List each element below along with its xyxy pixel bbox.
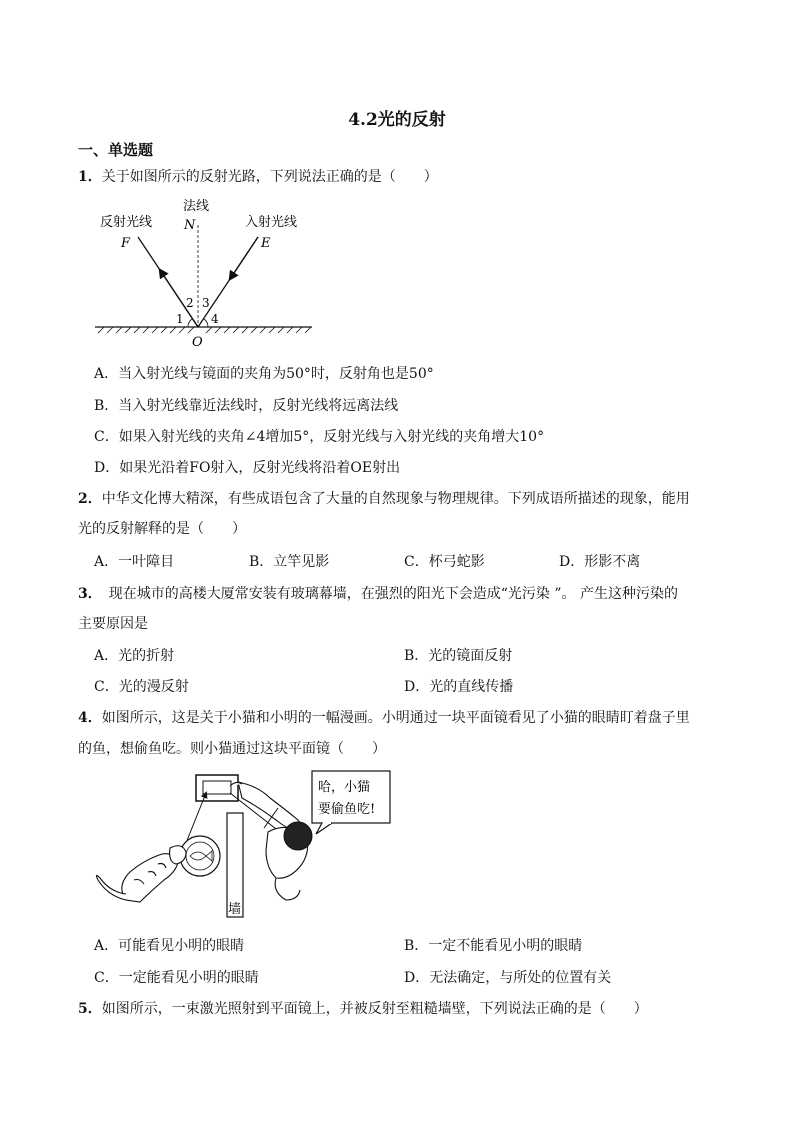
question-1-stem (78, 166, 438, 186)
q3-option-b: B．光的镜面反射 (404, 648, 513, 664)
q1-option-b: B．当入射光线靠近法线时，反射光线将远离法线 (94, 398, 399, 414)
point-O-label: O (192, 335, 203, 350)
q4-option-b: B．一定不能看见小明的眼睛 (404, 938, 583, 954)
incident-ray-label: 入射光线 (245, 215, 298, 230)
q1-option-a: A．当入射光线与镜面的夹角为50°时，反射角也是50° (94, 366, 434, 382)
speech-line-1: 哈，小猫 (318, 780, 371, 795)
wall-label: 墙 (228, 902, 242, 917)
question-number: 1． (78, 169, 102, 185)
angle-3-label: 3 (202, 296, 210, 310)
question-text: 如图所示，这是关于小猫和小明的一幅漫画。小明通过一块平面镜看见了小猫的眼睛盯着盘子里 (101, 710, 690, 726)
question-text: 关于如图所示的反射光路，下列说法正确的是（ ） (101, 169, 438, 185)
mirror-hatching (98, 327, 311, 333)
q2-option-a: A．一叶障目 (94, 554, 175, 570)
normal-label: 法线 (183, 199, 210, 214)
question-number: 4． (78, 710, 102, 726)
q1-option-d: D．如果光沿着FO射入，反射光线将沿着OE射出 (94, 460, 401, 476)
cat-mirror-cartoon (90, 768, 400, 923)
cat (96, 846, 186, 902)
point-N-label: N (184, 218, 196, 233)
q2-option-d: D．形影不离 (559, 554, 641, 570)
point-F-label: F (121, 236, 131, 251)
angle-1-label: 1 (176, 312, 184, 326)
q4-option-d: D．无法确定，与所处的位置有关 (404, 970, 612, 986)
question-5-stem (78, 998, 648, 1018)
q3-option-a: A．光的折射 (94, 648, 175, 664)
question-2-line2: 光的反射解释的是（ ） (78, 521, 246, 537)
question-3-line2: 主要原因是 (78, 616, 148, 632)
question-4-line1 (78, 707, 690, 727)
question-text: 如图所示，一束激光照射到平面镜上，并被反射至粗糙墙壁，下列说法正确的是（ ） (101, 1001, 648, 1017)
question-3-line1 (78, 583, 678, 603)
reflected-ray-label: 反射光线 (100, 215, 153, 230)
q3-option-d: D．光的直线传播 (404, 679, 514, 695)
question-number: 5． (78, 1001, 102, 1017)
reflection-diagram (90, 195, 320, 350)
question-number: 2． (78, 491, 102, 507)
question-text: 中华文化博大精深，有些成语包含了大量的自然现象与物理规律。下列成语所描述的现象，能用 (101, 491, 690, 507)
question-4-line2: 的鱼，想偷鱼吃。则小猫通过这块平面镜（ ） (78, 741, 386, 757)
question-text: 现在城市的高楼大厦常安装有玻璃幕墙，在强烈的阳光下会造成“光污染 ”。 产生这种污染的 (94, 586, 678, 602)
q1-option-c: C．如果入射光线的夹角∠4增加5°，反射光线与入射光线的夹角增大10° (94, 429, 545, 445)
q2-option-b: B．立竿见影 (249, 554, 330, 570)
q2-option-c: C．杯弓蛇影 (404, 554, 485, 570)
point-E-label: E (261, 236, 271, 251)
section-heading: 一、单选题 (78, 141, 154, 159)
q3-option-c: C．光的漫反射 (94, 679, 189, 695)
angle-4-label: 4 (211, 312, 219, 326)
page-title: 4.2光的反射 (348, 110, 446, 130)
boy-head (284, 822, 312, 850)
angle-2-label: 2 (186, 296, 194, 310)
q4-option-a: A．可能看见小明的眼睛 (94, 938, 245, 954)
q4-option-c: C．一定能看见小明的眼睛 (94, 970, 259, 986)
question-2-line1 (78, 488, 690, 508)
speech-line-2: 要偷鱼吃! (318, 802, 376, 817)
question-number: 3． (78, 586, 95, 602)
